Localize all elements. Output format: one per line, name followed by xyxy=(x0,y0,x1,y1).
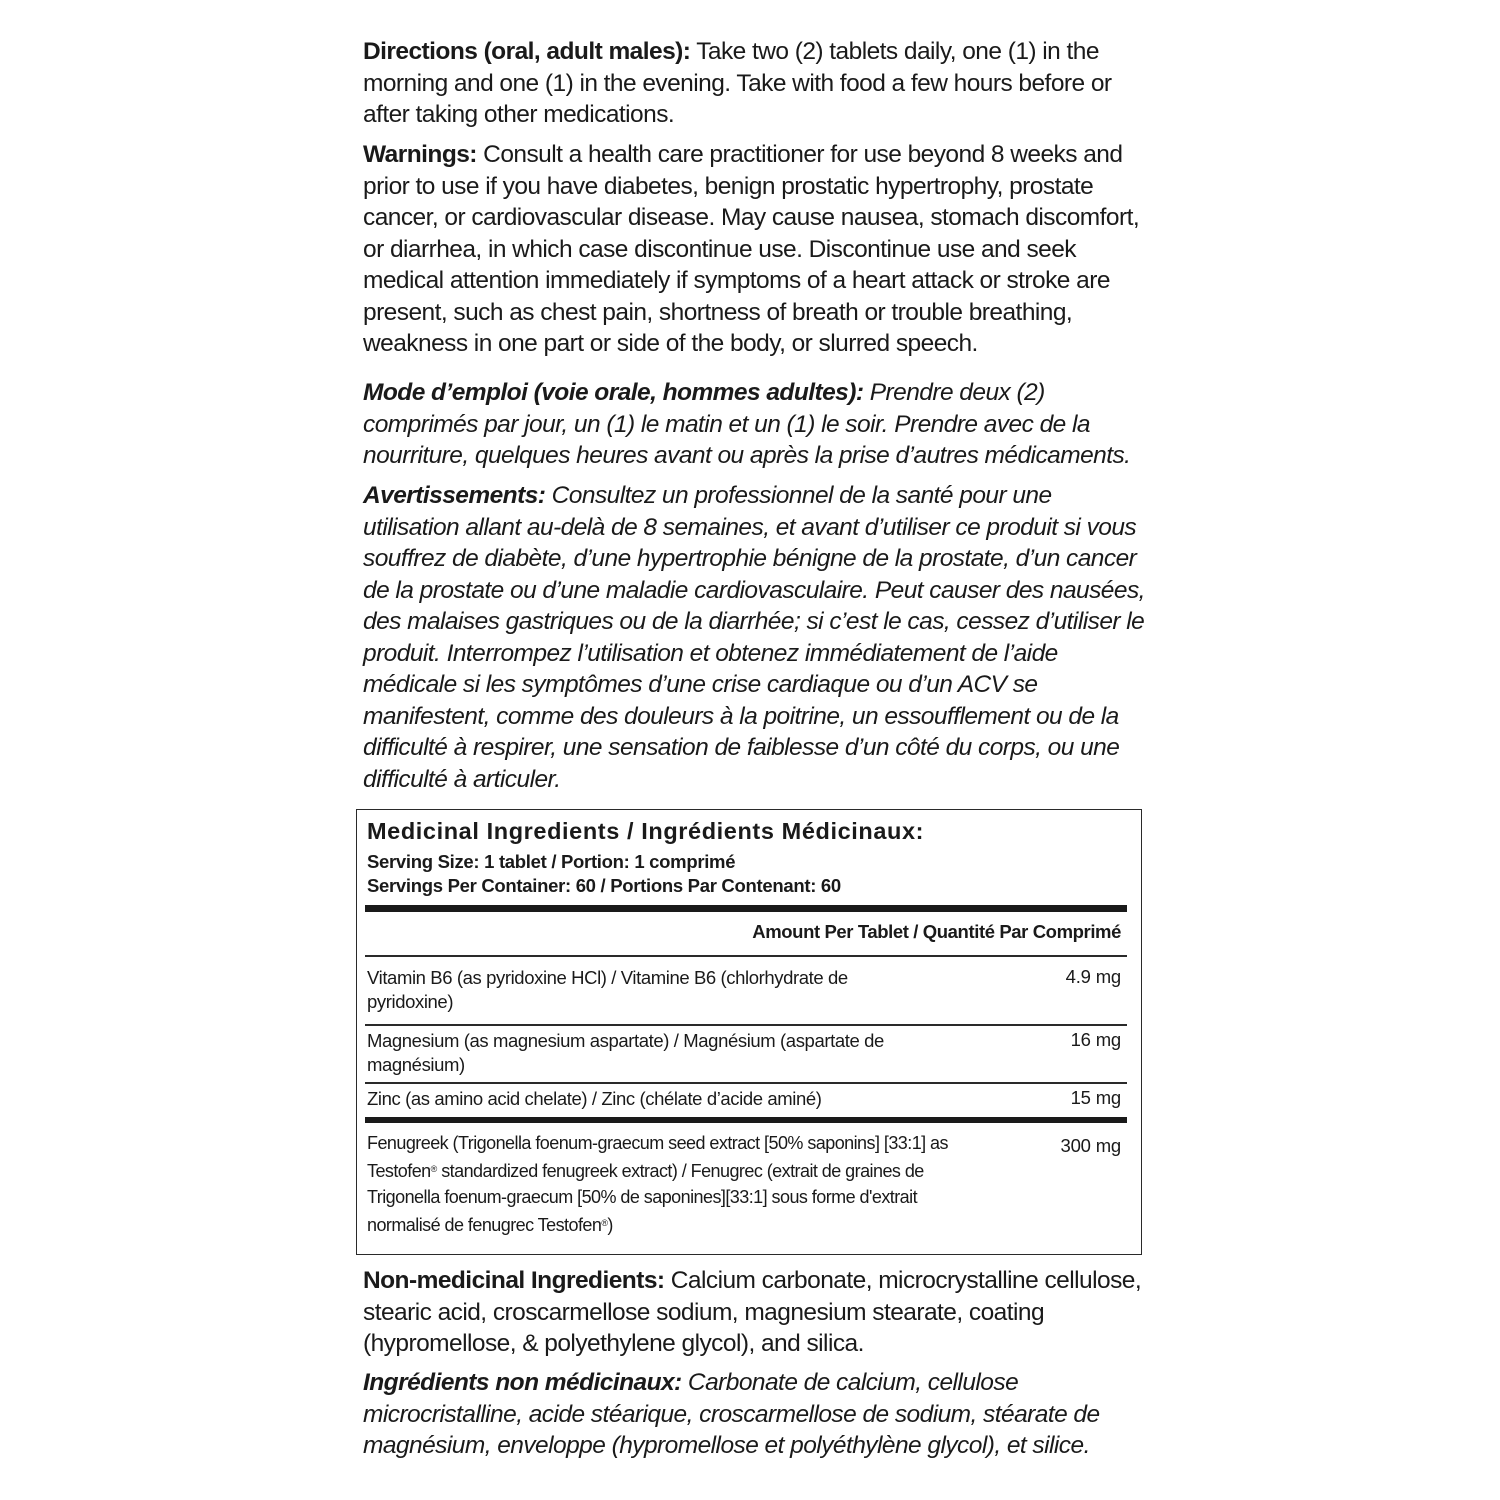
fenugreek-text-b: standardized fenugreek extract) / Fenugrec (extrait de graines de Trigonella foenum-graecum [50% de saponines][33:1] sous forme d'extrait normalisé de fenugrec Testofen xyxy=(367,1161,924,1235)
warnings-en xyxy=(363,139,1153,360)
warnings-fr xyxy=(363,480,1153,795)
ingredient-amount: 300 mg xyxy=(1060,1135,1121,1156)
non-medicinal-en xyxy=(363,1265,1153,1360)
directions-en xyxy=(363,36,1153,131)
non-medicinal-fr xyxy=(363,1367,1153,1462)
thick-divider xyxy=(365,1117,1127,1123)
servings-per-container: Servings Per Container: 60 / Portions Par Contenant: 60 xyxy=(367,875,841,896)
warnings-fr-label: Avertissements: xyxy=(363,482,546,509)
ingredient-name: Vitamin B6 (as pyridoxine HCl) / Vitamine B6 (chlorhydrate de pyridoxine) xyxy=(367,967,848,1012)
row-divider xyxy=(365,955,1127,957)
thick-divider xyxy=(365,905,1127,912)
directions-fr-label: Mode d’emploi (voie orale, hommes adultes): xyxy=(363,379,864,406)
ingredient-name: Zinc (as amino acid chelate) / Zinc (chélate d’acide aminé) xyxy=(367,1088,822,1109)
ingredient-amount: 4.9 mg xyxy=(1065,966,1121,987)
warnings-en-label: Warnings: xyxy=(363,141,477,168)
registered-mark: ® xyxy=(601,1218,608,1228)
directions-en-text: Take two (2) tablets daily, one (1) in the morning and one (1) in the evening. Take with food a few hours before or after taking other medications. xyxy=(363,38,1112,128)
fenugreek-text-c: ) xyxy=(607,1215,613,1235)
ingredient-amount: 16 mg xyxy=(1070,1029,1121,1050)
registered-mark: ® xyxy=(430,1164,437,1174)
directions-fr-text: Prendre deux (2) comprimés par jour, un (1) le matin et un (1) le soir. Prendre avec de la nourriture, quelques heures avant ou après la prise d’autres médicaments. xyxy=(363,379,1131,469)
warnings-en-text: Consult a health care practitioner for use beyond 8 weeks and prior to use if you have diabetes, benign prostatic hypertrophy, prostate cancer, or cardiovascular disease. May cause nausea, stomach discomfort, or diarrhea, in which case discontinue use. Discontinue use and seek medical attention immediately if symptoms of a heart attack or stroke are present, such as chest pain, shortness of breath or trouble breathing, weakness in one part or side of the body, or slurred speech. xyxy=(363,141,1140,357)
warnings-fr-text: Consultez un professionnel de la santé pour une utilisation allant au-delà de 8 semaines, et avant d’utiliser ce produit si vous souffrez de diabète, d’une hypertrophie bénigne de la prostate, d’un cancer de la prostate ou d’une maladie cardiovasculaire. Peut causer des nausées, des malaises gastriques ou de la diarrhée; si c’est le cas, cessez d’utiliser le produit. Interrompez l’utilisation et obtenez immédiatement de l’aide médicale si les symptômes d’une crise cardiaque ou d’un ACV se manifestent, comme des douleurs à la poitrine, un essoufflement ou de la difficulté à respirer, une sensation de faiblesse d’un côté du corps, ou une difficulté à articuler. xyxy=(363,482,1145,793)
fenugreek-text-a: Fenugreek (Trigonella foenum-graecum seed extract [50% saponins] [33:1] as Testofen xyxy=(367,1133,948,1181)
ingredient-name: Magnesium (as magnesium aspartate) / Magnésium (aspartate de magnésium) xyxy=(367,1030,884,1075)
row-divider xyxy=(365,1024,1127,1026)
ingredient-name xyxy=(367,1130,967,1238)
row-divider xyxy=(365,1082,1127,1084)
non-medicinal-fr-label: Ingrédients non médicinaux: xyxy=(363,1369,682,1396)
non-medicinal-en-label: Non-medicinal Ingredients: xyxy=(363,1267,665,1294)
amount-header: Amount Per Tablet / Quantité Par Comprimé xyxy=(752,921,1121,942)
non-medicinal-fr-text: Carbonate de calcium, cellulose microcristalline, acide stéarique, croscarmellose de sodium, stéarate de magnésium, enveloppe (hypromellose et polyéthylène glycol), et silice. xyxy=(363,1369,1100,1459)
non-medicinal-en-text: Calcium carbonate, microcrystalline cellulose, stearic acid, croscarmellose sodium, magnesium stearate, coating (hypromellose, & polyethylene glycol), and silica. xyxy=(363,1267,1142,1357)
medicinal-ingredients-panel xyxy=(356,809,1142,1255)
serving-size: Serving Size: 1 tablet / Portion: 1 comprimé xyxy=(367,851,736,872)
directions-en-label: Directions (oral, adult males): xyxy=(363,38,691,65)
directions-fr xyxy=(363,377,1153,472)
ingredient-amount: 15 mg xyxy=(1070,1087,1121,1108)
panel-title: Medicinal Ingredients / Ingrédients Médicinaux: xyxy=(367,818,925,844)
